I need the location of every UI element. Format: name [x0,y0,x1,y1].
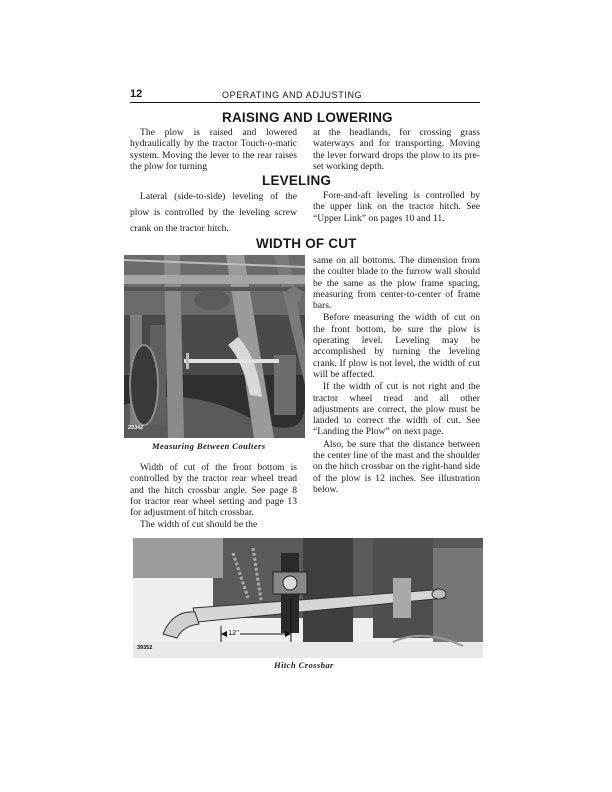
coulters-photo-icon [124,255,305,438]
page-number: 12 [130,88,143,100]
section-title-raising-lowering: RAISING AND LOWERING [222,110,393,125]
photo-caption-hitch-crossbar: Hitch Crossbar [274,660,334,670]
paragraph: at the headlands, for crossing grass waterways and for transporting. Moving the lever forward drops the plow to its pre-set working depth. [313,127,480,172]
paragraph: Width of cut of the front bottom is controlled by the tractor rear wheel tread and the hitch crossbar angle. See page 8 for tractor rear wheel setting and page 13 for adjustment of hitch crossbar. [130,462,297,519]
coulters-photo [124,255,305,438]
photo-number: 29342 [128,425,144,431]
photo-caption-coulters: Measuring Between Coulters [152,441,266,451]
dimension-label: 12" [228,628,240,637]
paragraph: Fore-and-aft leveling is controlled by the upper link on the tractor hitch. See “Upper Link” on pages 10 and 11. [313,190,480,224]
paragraph: same on all bottoms. The dimension from the coulter blade to the furrow wall should be the same as the plow frame spacing, measuring from center-to-center of frame bars. [313,255,480,312]
paragraph: The plow is raised and lowered hydraulically by the tractor Touch-o-matic system. Moving the lever to the rear raises the plow for turning [130,127,297,172]
leveling-left-column [130,189,297,237]
paragraph: Lateral (side-to-side) leveling of the plow is controlled by the leveling screw crank on the tractor hitch. [130,191,297,234]
raising-lowering-right-column [313,127,480,172]
width-of-cut-left-column [130,462,297,531]
paragraph: The width of cut should be the [140,519,258,531]
section-title-width-of-cut: WIDTH OF CUT [256,236,357,251]
page-header [130,88,480,103]
raising-lowering-left-column [130,127,297,172]
width-of-cut-right-column [313,255,480,495]
paragraph: Also, be sure that the distance between the center line of the mast and the shoulder on the hitch crossbar on the right-hand side of the plow is 12 inches. See illustration below. [313,438,480,495]
running-title: OPERATING AND ADJUSTING [222,90,363,100]
hitch-crossbar-photo-icon [133,538,483,658]
paragraph: Before measuring the width of cut on the front bottom, be sure the plow is operating level. Leveling may be accomplished by turning the leveling crank. If plow is not level, the width of cut will be affected. [313,312,480,380]
hitch-crossbar-photo [133,538,483,658]
section-title-leveling: LEVELING [262,173,332,188]
paragraph: If the width of cut is not right and the tractor wheel tread and all other adjustments are correct, the plow must be landed to correct the width of cut. See “Landing the Plow” on next page. [313,381,480,438]
leveling-right-column [313,190,480,224]
photo-number: 39352 [137,645,153,651]
